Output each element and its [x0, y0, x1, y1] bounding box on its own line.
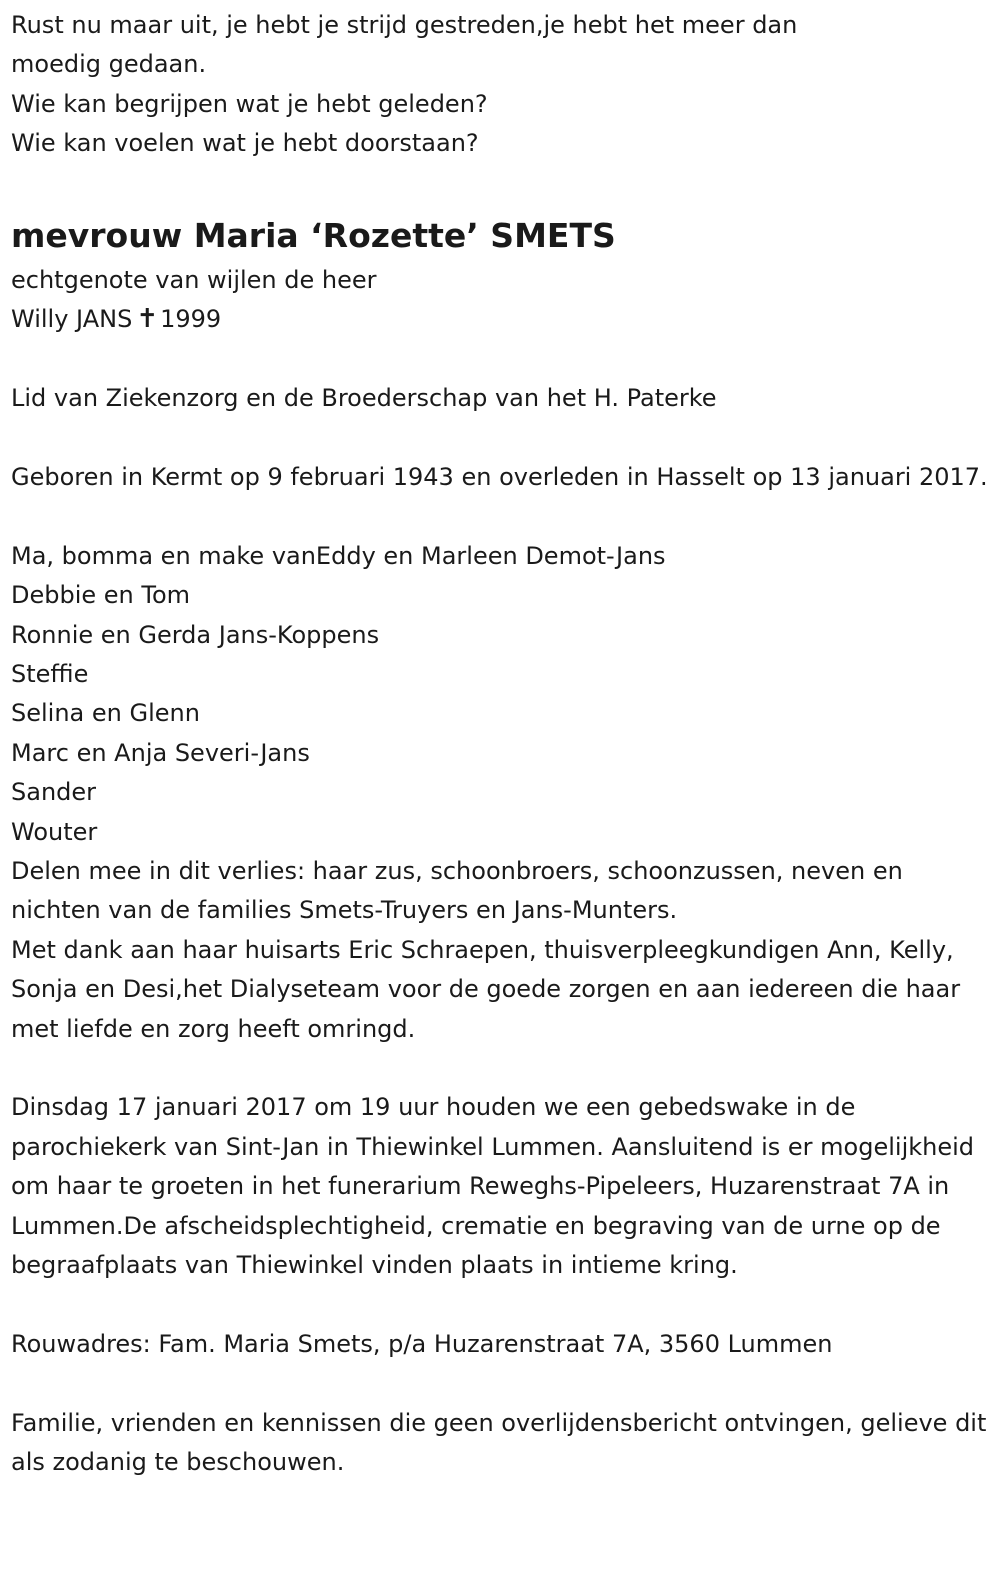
deceased-name: mevrouw Maria ‘Rozette’ SMETS: [11, 216, 616, 256]
poem-line: Wie kan voelen wat je hebt doorstaan?: [11, 129, 479, 158]
spacer: [11, 419, 990, 458]
spacer: [11, 1364, 990, 1403]
spouse-intro: echtgenote van wijlen de heer: [11, 266, 377, 295]
family-intro: Ma, bomma en make vanEddy en Marleen Demot-Jans: [11, 541, 666, 570]
poem: [11, 6, 990, 164]
shared-loss: Delen mee in dit verlies: haar zus, schoonbroers, schoonzussen, neven en nichten van de families Smets-Truyers en Jans-Munters.: [11, 857, 903, 925]
spouse-line: [11, 300, 990, 339]
spouse-name: Willy JANS: [11, 305, 133, 334]
family-member: Selina en Glenn: [11, 699, 200, 728]
family-member: Debbie en Tom: [11, 581, 191, 610]
spouse-year: 1999: [160, 305, 222, 334]
family-member: Sander: [11, 778, 97, 807]
family-section: [11, 537, 990, 1049]
spacer: [11, 1049, 990, 1088]
ceremony: Dinsdag 17 januari 2017 om 19 uur houden we een gebedswake in de parochiekerk van Sint-Jan in Thiewinkel Lummen. Aansluitend is er mogelijkheid om haar te groeten in het funerarium Reweghs-Pipeleers, Huzarenstraat 7A in Lummen.De afscheidsplechtigheid, crematie en begraving van de urne op de begraafplaats van Thiewinkel vinden plaats in intieme kring.: [11, 1093, 975, 1280]
family-member: Ronnie en Gerda Jans-Koppens: [11, 620, 380, 649]
birth-death: Geboren in Kermt op 9 februari 1943 en overleden in Hasselt op 13 januari 2017.: [11, 463, 988, 492]
family-member: Marc en Anja Severi-Jans: [11, 738, 310, 767]
spacer: [11, 497, 990, 536]
family-member: Wouter: [11, 817, 98, 846]
cross-icon: ✝: [136, 304, 159, 335]
closing-note: Familie, vrienden en kennissen die geen overlijdensbericht ontvingen, gelieve dit als zodanig te beschouwen.: [11, 1408, 987, 1477]
thanks: Met dank aan haar huisarts Eric Schraepen, thuisverpleegkundigen Ann, Kelly, Sonja en Desi,het Dialyseteam voor de goede zorgen en aan iedereen die haar met liefde en zorg heeft omringd.: [11, 935, 961, 1043]
membership: Lid van Ziekenzorg en de Broederschap van het H. Paterke: [11, 384, 717, 413]
spacer: [11, 1286, 990, 1325]
spacer: [11, 340, 990, 379]
poem-line: Rust nu maar uit, je hebt je strijd gestreden,je hebt het meer dan: [11, 11, 798, 39]
family-member: Steffie: [11, 660, 89, 689]
poem-line: moedig gedaan.: [11, 50, 207, 79]
spacer: [11, 164, 990, 203]
mourning-address: Rouwadres: Fam. Maria Smets, p/a Huzarenstraat 7A, 3560 Lummen: [11, 1329, 833, 1358]
poem-line: Wie kan begrijpen wat je hebt geleden?: [11, 89, 488, 118]
